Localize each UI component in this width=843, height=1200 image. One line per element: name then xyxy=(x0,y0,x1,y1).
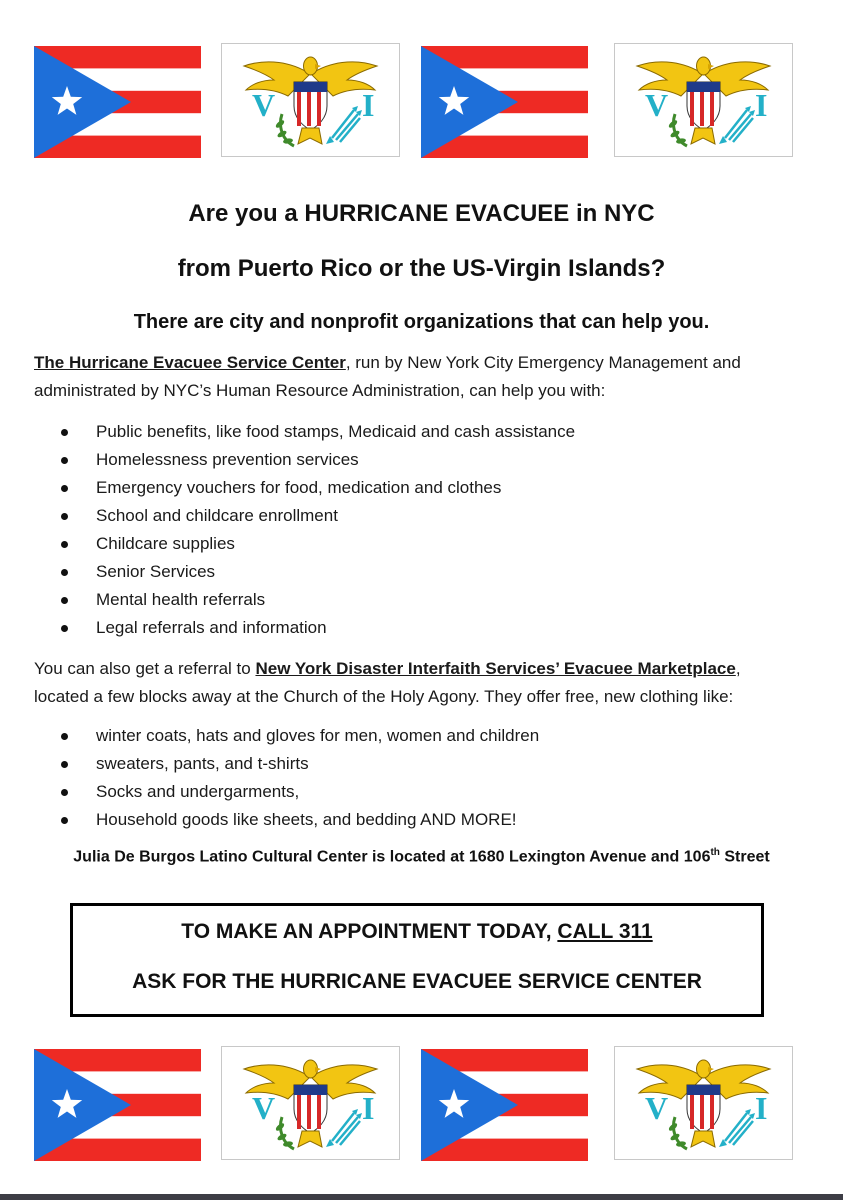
bottom-flags-row xyxy=(0,1046,843,1162)
bottom-edge-bar xyxy=(0,1194,843,1200)
us-virgin-islands-flag xyxy=(614,1046,793,1160)
bullet-icon xyxy=(61,569,68,576)
svg-text:I: I xyxy=(362,87,375,123)
list-item: School and childcare enrollment xyxy=(34,502,575,530)
list-item: Senior Services xyxy=(34,558,575,586)
ask-line: ASK FOR THE HURRICANE EVACUEE SERVICE CENTER xyxy=(132,970,702,993)
bullet-icon xyxy=(61,513,68,520)
services-list xyxy=(34,418,575,642)
svg-text:V: V xyxy=(645,87,669,123)
bullet-icon xyxy=(61,457,68,464)
headline-question: Are you a HURRICANE EVACUEE in NYC xyxy=(188,200,655,227)
list-item: Socks and undergarments, xyxy=(34,778,539,806)
list-item: Emergency vouchers for food, medication and clothes xyxy=(34,474,575,502)
us-virgin-islands-flag xyxy=(221,1046,400,1160)
svg-text:V: V xyxy=(252,1090,276,1126)
us-virgin-islands-flag xyxy=(614,43,793,157)
list-item: Legal referrals and information xyxy=(34,614,575,642)
list-item: Childcare supplies xyxy=(34,530,575,558)
bullet-icon xyxy=(61,733,68,740)
puerto-rico-flag xyxy=(421,46,588,158)
call-311-link[interactable]: CALL 311 xyxy=(557,920,653,943)
svg-text:V: V xyxy=(252,87,276,123)
list-item: Mental health referrals xyxy=(34,586,575,614)
bullet-icon xyxy=(61,597,68,604)
appointment-line: TO MAKE AN APPOINTMENT TODAY, CALL 311 xyxy=(181,920,653,943)
list-item: winter coats, hats and gloves for men, women and children xyxy=(34,722,539,750)
svg-text:I: I xyxy=(755,1090,768,1126)
top-flags-row xyxy=(0,43,843,159)
clothing-list xyxy=(34,722,539,834)
call-to-action-box xyxy=(70,903,764,1017)
puerto-rico-flag xyxy=(421,1049,588,1161)
list-item: sweaters, pants, and t-shirts xyxy=(34,750,539,778)
bullet-icon xyxy=(61,429,68,436)
bullet-icon xyxy=(61,789,68,796)
puerto-rico-flag xyxy=(34,1049,201,1161)
bullet-icon xyxy=(61,625,68,632)
bullet-icon xyxy=(61,485,68,492)
service-center-name: The Hurricane Evacuee Service Center xyxy=(34,353,346,372)
marketplace-name: New York Disaster Interfaith Services’ Evacuee Marketplace xyxy=(255,659,736,678)
us-virgin-islands-flag xyxy=(221,43,400,157)
svg-text:I: I xyxy=(755,87,768,123)
bullet-icon xyxy=(61,541,68,548)
headline-question-continued: from Puerto Rico or the US-Virgin Islands? xyxy=(177,255,666,282)
list-item: Household goods like sheets, and bedding AND MORE! xyxy=(34,806,539,834)
referral-paragraph: You can also get a referral to New York Disaster Interfaith Services’ Evacuee Marketplace, located a few blocks away at the Church of the Holy Agony. They offer free, new clothing like: xyxy=(34,659,741,706)
location-line: Julia De Burgos Latino Cultural Center is located at 1680 Lexington Avenue and 106th Street xyxy=(73,847,770,866)
list-item: Public benefits, like food stamps, Medicaid and cash assistance xyxy=(34,418,575,446)
svg-text:V: V xyxy=(645,1090,669,1126)
bullet-icon xyxy=(61,817,68,824)
puerto-rico-flag xyxy=(34,46,201,158)
service-center-intro: The Hurricane Evacuee Service Center, run by New York City Emergency Management and administrated by NYC’s Human Resource Administration, can help you with: xyxy=(34,353,741,400)
bullet-icon xyxy=(61,761,68,768)
svg-text:I: I xyxy=(362,1090,375,1126)
subheading: There are city and nonprofit organizations that can help you. xyxy=(133,311,710,333)
list-item: Homelessness prevention services xyxy=(34,446,575,474)
